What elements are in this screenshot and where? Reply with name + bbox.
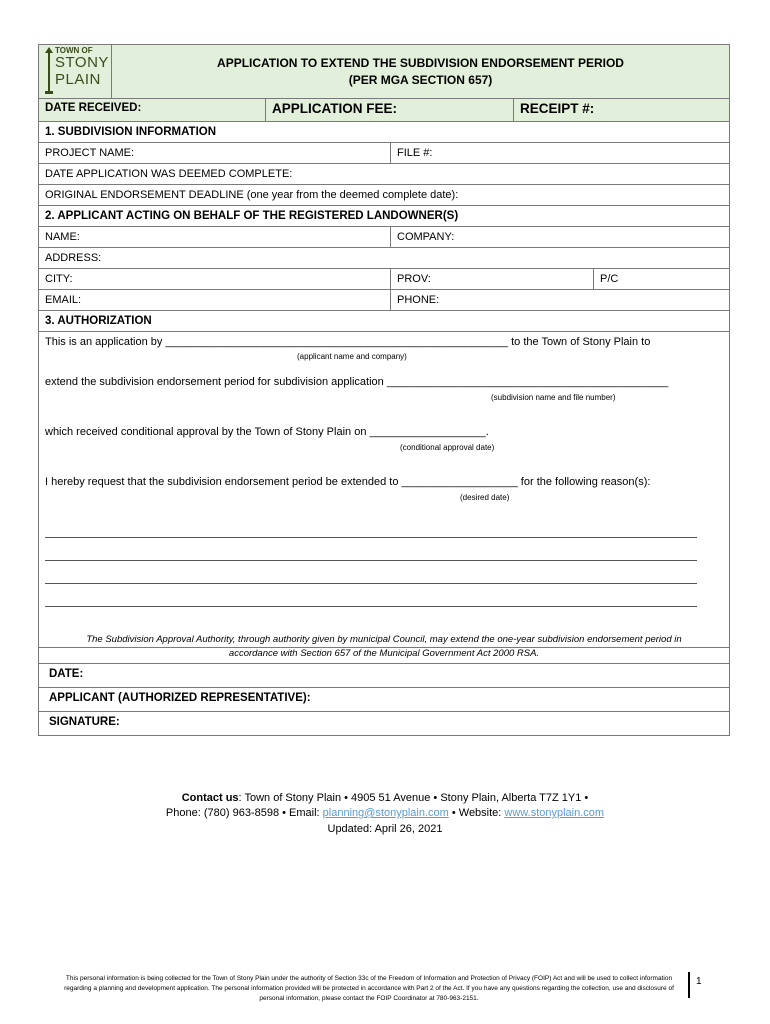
email-link[interactable]: planning@stonyplain.com (322, 807, 449, 819)
contact-label: Contact us (181, 792, 239, 804)
email-field[interactable]: EMAIL: (45, 294, 82, 306)
section-2-heading: 2. APPLICANT ACTING ON BEHALF OF THE REGISTERED LANDOWNER(S) (45, 210, 459, 222)
date-row (39, 663, 729, 688)
name-company-row (39, 227, 729, 248)
receipt-label: RECEIPT #: (513, 99, 729, 121)
contact-phone: Phone: (780) 963-8598 • Email: (165, 807, 323, 819)
project-row (39, 143, 729, 164)
date-received-label: DATE RECEIVED: (39, 99, 265, 121)
signature-row (39, 712, 729, 735)
applicant-field[interactable]: APPLICANT (AUTHORIZED REPRESENTATIVE): (49, 692, 311, 704)
email-phone-row (39, 290, 729, 311)
auth-line-applicant[interactable]: This is an application by ________________________________________________________ to the Town of Stony Plain to (45, 336, 651, 348)
application-fee-label: APPLICATION FEE: (265, 99, 513, 121)
application-form (38, 44, 730, 736)
project-name-field[interactable]: PROJECT NAME: (45, 147, 135, 159)
website-label: • Website: (448, 807, 505, 819)
section-3-heading: 3. AUTHORIZATION (45, 315, 152, 327)
elevator-icon (43, 47, 55, 95)
auth-sub-applicant: (applicant name and company) (297, 352, 407, 361)
form-title (112, 45, 729, 98)
date-field[interactable]: DATE: (49, 668, 84, 680)
name-field[interactable]: NAME: (45, 231, 80, 243)
authority-note-cont-row (39, 648, 729, 663)
logo-town-of: TOWN OF (55, 46, 93, 55)
contact-line-1 (0, 792, 770, 804)
section-2-heading-row (39, 206, 729, 227)
auth-line-application[interactable]: extend the subdivision endorsement period for subdivision application ______________________________________________ (45, 376, 669, 388)
auth-sub-approval: (conditional approval date) (400, 443, 495, 452)
authority-note (45, 631, 723, 649)
company-field[interactable]: COMPANY: (390, 227, 729, 247)
fee-row (39, 99, 729, 122)
section-1-heading: 1. SUBDIVISION INFORMATION (45, 126, 217, 138)
authority-note-line-1: The Subdivision Approval Authority, through authority given by municipal Council, may extend the one-year subdivision endorsement period in (86, 634, 682, 645)
page-number: 1 (688, 972, 712, 998)
deadline-row (39, 185, 729, 206)
form-header (39, 45, 729, 99)
auth-line-request[interactable]: I hereby request that the subdivision endorsement period be extended to ___________________ for the following reason(s): (45, 476, 651, 488)
logo-stony: STONY (55, 54, 109, 71)
contact-line-2 (0, 807, 770, 819)
applicant-row (39, 688, 729, 712)
deemed-complete-field[interactable]: DATE APPLICATION WAS DEEMED COMPLETE: (45, 168, 293, 180)
updated-date: Updated: April 26, 2021 (327, 823, 443, 835)
title-line-2: (PER MGA SECTION 657) (348, 73, 493, 87)
file-number-field[interactable]: FILE #: (390, 143, 729, 163)
address-field[interactable]: ADDRESS: (45, 252, 102, 264)
authorization-body (39, 332, 729, 648)
reason-line-1[interactable] (45, 537, 697, 538)
address-row (39, 248, 729, 269)
city-row (39, 269, 729, 290)
deadline-field[interactable]: ORIGINAL ENDORSEMENT DEADLINE (one year from the deemed complete date): (45, 189, 459, 201)
signature-field[interactable]: SIGNATURE: (49, 716, 120, 728)
reason-line-4[interactable] (45, 606, 697, 607)
foip-notice: This personal information is being collected for the Town of Stony Plain under the authority of Section 33c of the Freedom of Information and Protection of Privacy (FOIP) Act and will be used to collect information regarding a planning and development application. The personal information provided will be protected in accordance with Part 2 of the Act. If you have any questions regarding the collection, use and disclosure of personal information, please contact the FOIP Coordinator at 780-963-2151. (64, 975, 674, 1002)
section-3-heading-row (39, 311, 729, 332)
contact-address: : Town of Stony Plain • 4905 51 Avenue • Stony Plain, Alberta T7Z 1Y1 • (238, 792, 589, 804)
postal-code-field[interactable]: P/C (593, 269, 729, 289)
auth-sub-application: (subdivision name and file number) (491, 393, 616, 402)
town-logo (39, 45, 112, 98)
reason-line-2[interactable] (45, 560, 697, 561)
auth-line-approval[interactable]: which received conditional approval by the Town of Stony Plain on ___________________. (45, 426, 489, 438)
title-line-1: APPLICATION TO EXTEND THE SUBDIVISION ENDORSEMENT PERIOD (217, 56, 624, 70)
section-1-heading-row (39, 122, 729, 143)
auth-sub-request: (desired date) (460, 493, 510, 502)
reason-line-3[interactable] (45, 583, 697, 584)
deemed-complete-row (39, 164, 729, 185)
prov-field[interactable]: PROV: (390, 269, 593, 289)
phone-field[interactable]: PHONE: (390, 290, 729, 310)
logo-plain: PLAIN (55, 71, 101, 88)
authority-note-line-2: accordance with Section 657 of the Municipal Government Act 2000 RSA. (228, 648, 540, 659)
website-link[interactable]: www.stonyplain.com (504, 807, 605, 819)
city-field[interactable]: CITY: (45, 273, 73, 285)
